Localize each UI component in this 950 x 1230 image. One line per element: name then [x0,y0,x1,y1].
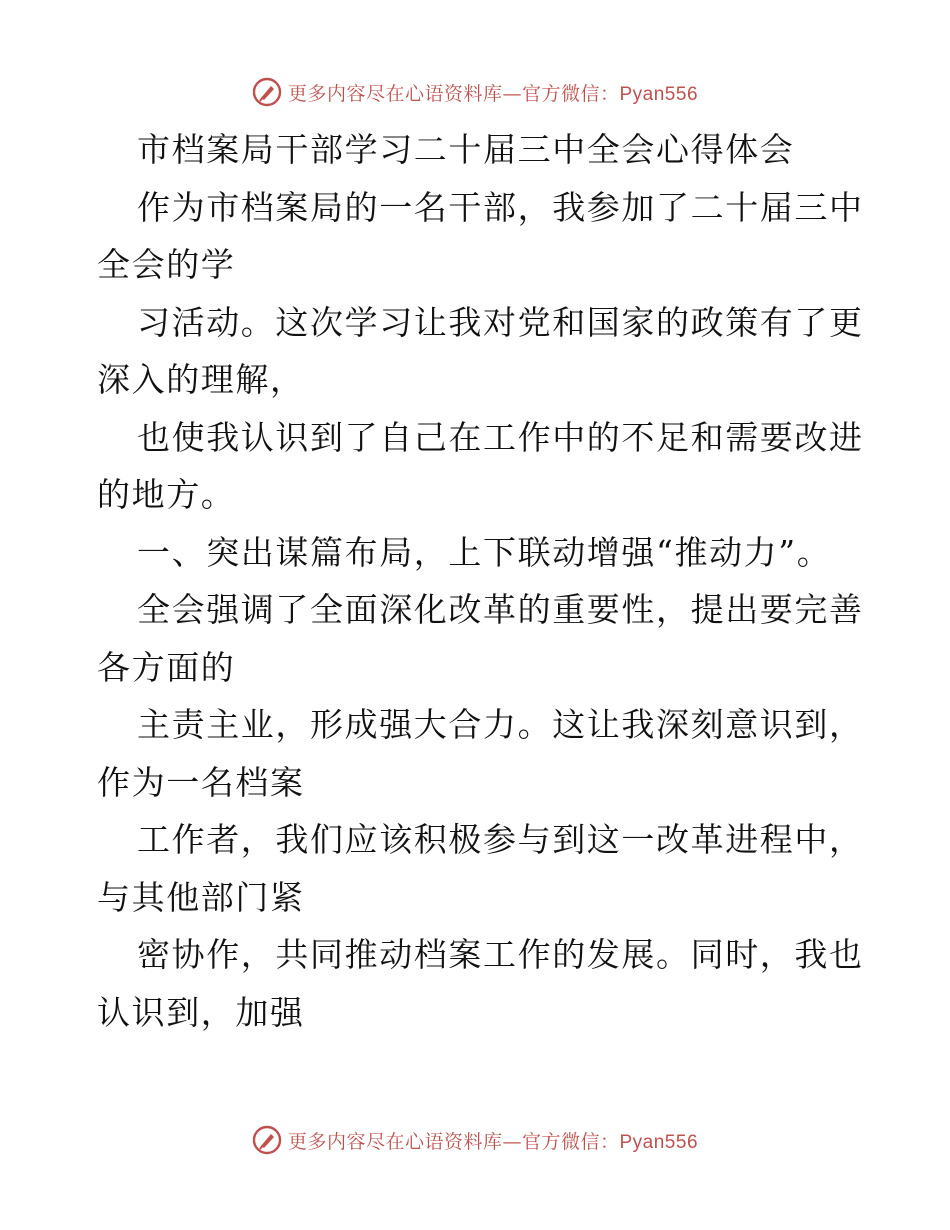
text-line: 主责主业，形成强大合力。这让我深刻意识到， [137,705,864,744]
pen-nib-logo-icon [252,1125,282,1155]
text-line: 习活动。这次学习让我对党和国家的政策有了更 [137,302,864,342]
text-line: 各方面的 [97,647,236,687]
text-line: 全会强调了全面深化改革的重要性，提出要完善 [137,590,864,629]
watermark-text: 更多内容尽在心语资料库—官方微信：Pyan556 [287,1130,699,1153]
text-line: 作为一名档案 [97,762,305,802]
text-line: 与其他部门紧 [97,877,305,917]
pen-nib-logo-icon [252,77,282,107]
document-title: 市档案局干部学习二十届三中全会心得体会 [137,130,795,169]
document-body [97,121,864,1041]
text-line: 深入的理解， [97,360,305,399]
text-line: 也使我认识到了自己在工作中的不足和需要改进 [137,417,864,457]
text-line: 全会的学 [97,245,236,284]
text-line: 密协作，共同推动档案工作的发展。同时，我也 [137,935,864,974]
text-line: 作为市档案局的一名干部，我参加了二十届三中 [137,187,864,227]
text-line: 的地方。 [97,475,236,514]
text-line: 认识到，加强 [97,992,305,1032]
header-watermark [0,72,950,112]
text-line: 一、突出谋篇布局，上下联动增强“推动力”。 [137,532,832,572]
footer-watermark [0,1120,950,1160]
watermark-text: 更多内容尽在心语资料库—官方微信：Pyan556 [287,82,699,105]
text-line: 工作者，我们应该积极参与到这一改革进程中， [137,820,864,859]
